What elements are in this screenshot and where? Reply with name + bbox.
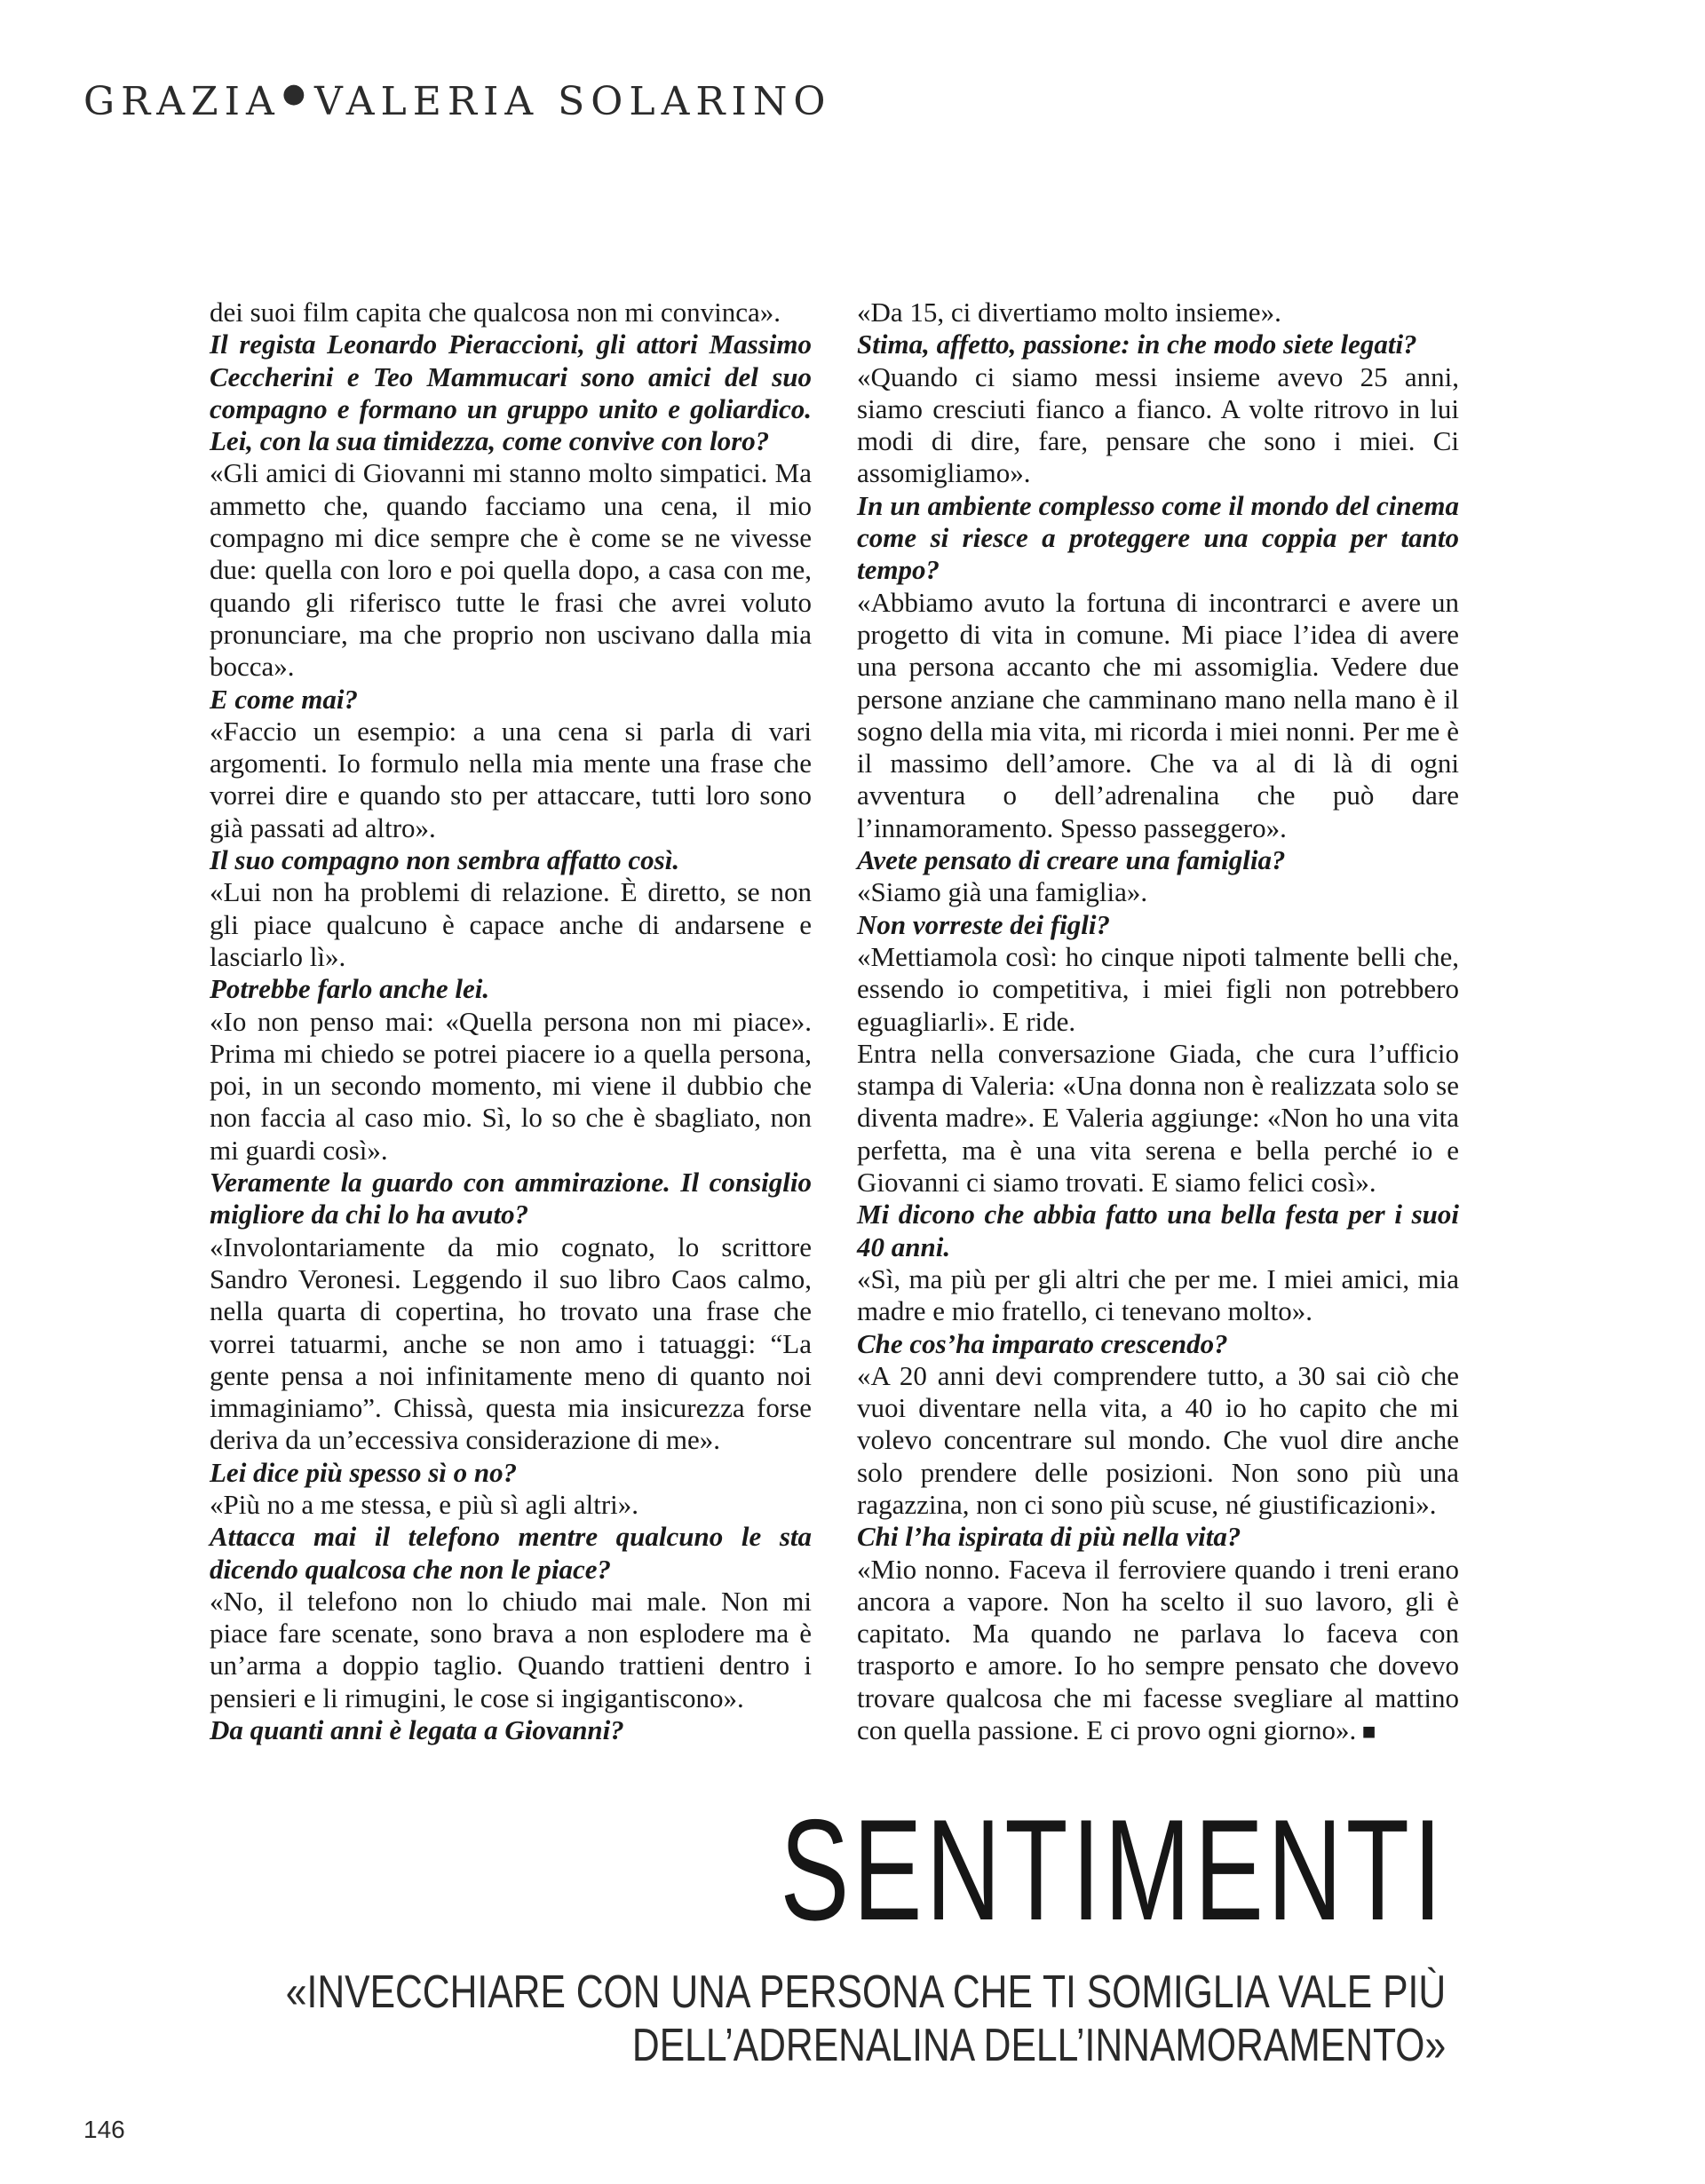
question-paragraph: Che cos’ha imparato crescendo? xyxy=(857,1327,1228,1359)
running-header xyxy=(83,78,831,124)
answer-paragraph: «Io non penso mai: «Quella persona non mi piace». Prima mi chiedo se potrei piacere io a quella persona, poi, in un secondo momento, mi viene il dubbio che non faccia al caso mio. Sì, lo so che è sbagliato, non mi guardi così». xyxy=(210,1005,812,1166)
section-name: VALERIA SOLARINO xyxy=(313,79,832,124)
feature-pull-quote xyxy=(286,1966,1446,2072)
question-paragraph: Avete pensato di creare una famiglia? xyxy=(857,844,1286,876)
question-paragraph: Mi dicono che abbia fatto una bella festa per i suoi 40 anni. xyxy=(857,1199,1459,1262)
question-paragraph: Lei dice più spesso sì o no? xyxy=(210,1456,518,1488)
pull-quote-line-2: DELL’ADRENALINA DELL’INNAMORAMENTO» xyxy=(631,2020,1446,2071)
answer-paragraph: «Mettiamola così: ho cinque nipoti talmente belli che, essendo io competitiva, i miei figli non potrebbero eguagliarli». E ride. xyxy=(857,940,1459,1037)
question-paragraph: Chi l’ha ispirata di più nella vita? xyxy=(857,1521,1241,1553)
answer-paragraph: «Abbiamo avuto la fortuna di incontrarci e avere un progetto di vita in comune. Mi piace l’idea di avere una persona accanto che mi assomiglia. Vedere due persone anziane che camminano mano nella mano è il sogno della mia vita, mi ricorda i miei nonni. Per me è il massimo dell’amore. Che va al di là di ogni avventura o dell’adrenalina che può dare l’innamoramento. Spesso passeggero». xyxy=(857,586,1459,843)
text-column-right xyxy=(857,297,1459,1748)
answer-paragraph: dei suoi film capita che qualcosa non mi convinca». xyxy=(210,297,781,328)
question-paragraph: Il suo compagno non sembra affatto così. xyxy=(210,844,680,876)
answer-paragraph: «Involontariamente da mio cognato, lo scrittore Sandro Veronesi. Leggendo il suo libro Caos calmo, nella quarta di copertina, ho trovato una frase che vorrei tatuarmi, anche se non amo i tatuaggi: “La gente pensa a noi infinitamente meno di quanto noi immaginiamo”. Chissà, questa mia insicurezza forse deriva da un’eccessiva considerazione di me». xyxy=(210,1230,812,1456)
answer-paragraph: «Faccio un esempio: a una cena si parla di vari argomenti. Io formulo nella mia mente una frase che vorrei dire e quando sto per attaccare, tutti loro sono già passati ad altro». xyxy=(210,715,812,843)
answer-paragraph: «Gli amici di Giovanni mi stanno molto simpatici. Ma ammetto che, quando facciamo una cena, il mio compagno mi dice sempre che è come se ne vivesse due: quella con loro e poi quella dopo, a casa con me, quando gli riferisco tutte le frasi che avrei voluto pronunciare, ma che proprio non uscivano dalla mia bocca». xyxy=(210,457,812,683)
answer-paragraph: «Mio nonno. Faceva il ferroviere quando i treni erano ancora a vapore. Non ha scelto il suo lavoro, gli è capitato. Ma quando ne parlava lo faceva con trasporto e amore. Io ho sempre pensato che dovevo trovare qualcosa che mi facesse svegliare al mattino con quella passione. E ci provo ogni giorno». ■ xyxy=(857,1554,1459,1749)
answer-paragraph: «Sì, ma più per gli altri che per me. I miei amici, mia madre e mio fratello, ci tenevano molto». xyxy=(857,1262,1459,1327)
text-column-left xyxy=(210,297,812,1746)
bullet-dot-icon: ● xyxy=(282,78,305,109)
question-paragraph: E come mai? xyxy=(210,683,359,715)
answer-paragraph: «Più no a me stessa, e più sì agli altri». xyxy=(210,1488,639,1520)
page-number: 146 xyxy=(83,2116,125,2143)
question-paragraph: Da quanti anni è legata a Giovanni? xyxy=(210,1714,624,1746)
feature-title: SENTIMENTI xyxy=(780,1790,1446,1951)
answer-paragraph: «Lui non ha problemi di relazione. È diretto, se non gli piace qualcuno è capace anche di andarsene e lasciarlo lì». xyxy=(210,876,812,972)
question-paragraph: Stima, affetto, passione: in che modo siete legati? xyxy=(857,328,1417,360)
answer-paragraph: «Quando ci siamo messi insieme avevo 25 anni, siamo cresciuti fianco a fianco. A volte ritrovo in lui modi di dire, fare, pensare che sono i miei. Ci assomigliamo». xyxy=(857,360,1459,489)
answer-paragraph: «No, il telefono non lo chiudo mai male. Non mi piace fare scenate, sono brava a non esplodere ma è un’arma a doppio taglio. Quando trattieni dentro i pensieri e li rimugini, le cose si ingigantiscono». xyxy=(210,1585,812,1713)
question-paragraph: Il regista Leonardo Pieraccioni, gli attori Massimo Ceccherini e Teo Mammucari sono amici del suo compagno e formano un gruppo unito e goliardico. Lei, con la sua timidezza, come convive con loro? xyxy=(210,328,812,457)
magazine-brand: GRAZIA xyxy=(83,79,281,124)
answer-paragraph: Entra nella conversazione Giada, che cura l’ufficio stampa di Valeria: «Una donna non è realizzata solo se diventa madre». E Valeria aggiunge: «Non ho una vita perfetta, ma è una vita serena e bella perché io e Giovanni ci siamo trovati. E siamo felici così». xyxy=(857,1037,1459,1199)
question-paragraph: Non vorreste dei figli? xyxy=(857,908,1110,940)
question-paragraph: Attacca mai il telefono mentre qualcuno le sta dicendo qualcosa che non le piace? xyxy=(210,1521,812,1585)
answer-paragraph: «A 20 anni devi comprendere tutto, a 30 sai ciò che vuoi diventare nella vita, a 40 io ho capito che mi volevo concentrare sul mondo. Che vuol dire anche solo prendere delle posizioni. Non sono più una ragazzina, non ci sono più scuse, né giustificazioni». xyxy=(857,1359,1459,1520)
pull-quote-line-1: «INVECCHIARE CON UNA PERSONA CHE TI SOMIGLIA VALE PIÙ xyxy=(285,1966,1446,2018)
answer-paragraph: «Siamo già una famiglia». xyxy=(857,876,1148,908)
answer-paragraph: «Da 15, ci divertiamo molto insieme». xyxy=(857,297,1281,328)
question-paragraph: Veramente la guardo con ammirazione. Il consiglio migliore da chi lo ha avuto? xyxy=(210,1167,812,1230)
question-paragraph: Potrebbe farlo anche lei. xyxy=(210,973,490,1005)
question-paragraph: In un ambiente complesso come il mondo del cinema come si riesce a proteggere una coppia per tanto tempo? xyxy=(857,489,1459,586)
